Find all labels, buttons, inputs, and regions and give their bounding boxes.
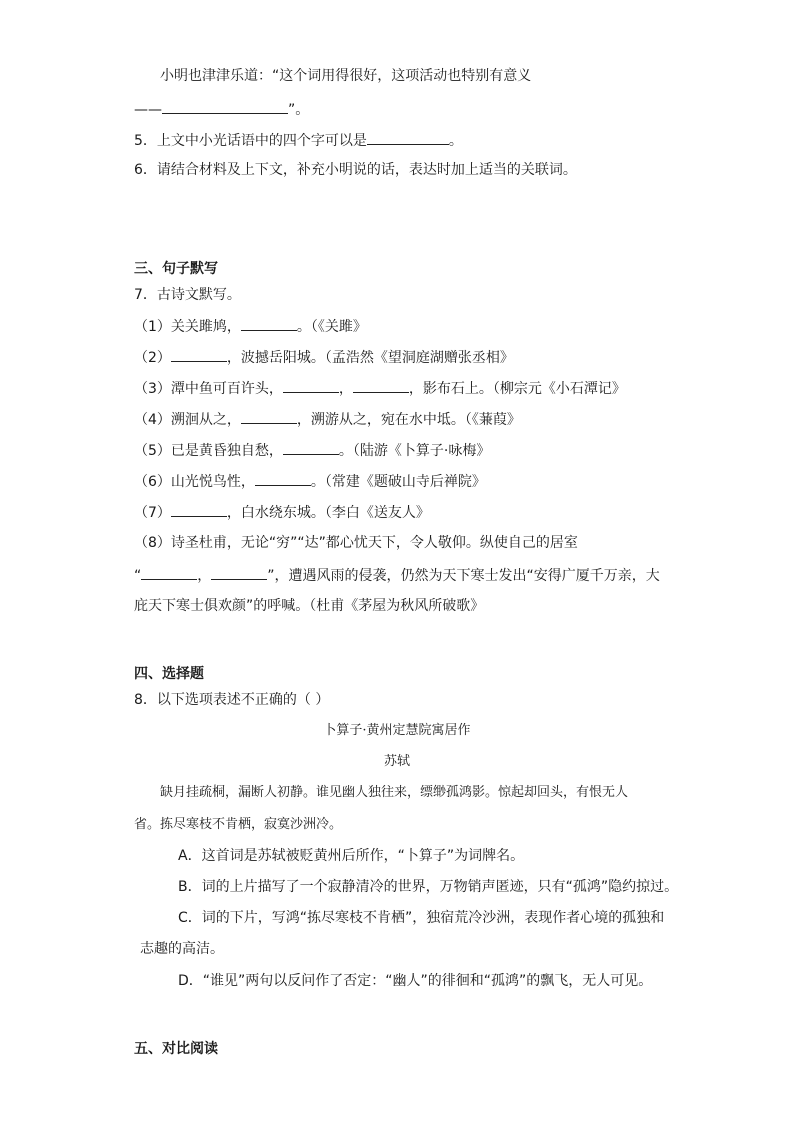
quote-close: ”。 (288, 102, 310, 118)
item-text: （6）山光悦鸟性， (134, 474, 255, 490)
option-d[interactable]: D．“谁见”两句以反问作了否定：“幽人”的徘徊和“孤鸿”的飘飞，无人可见。 (178, 973, 653, 989)
answer-blank[interactable] (367, 130, 449, 145)
question-8: 8．以下选项表述不正确的（ ） (134, 692, 330, 708)
section-4-heading: 四、选择题 (134, 666, 204, 682)
answer-blank[interactable] (255, 471, 311, 486)
item-text: （4）溯洄从之， (134, 412, 241, 428)
recitation-item-6 (134, 471, 486, 492)
item-text: ”，遭遇风雨的侵袭，仍然为天下寒士发出“安得广厦千万亲，大 (267, 568, 660, 584)
xiaoming-line-1: 小明也津津乐道：“这个词用得很好，这项活动也特别有意义 (160, 68, 532, 84)
dash-prefix: —— (134, 102, 162, 118)
section-5-heading: 五、对比阅读 (134, 1041, 218, 1057)
answer-blank[interactable] (353, 378, 409, 393)
item-text: 。（常建《题破山寺后禅院》 (310, 474, 486, 490)
item-text: 。（《关雎》 (296, 319, 367, 335)
question-5-suffix: 。 (448, 133, 463, 149)
recitation-item-4 (134, 409, 521, 430)
item-text: 。（陆游《卜算子·咏梅》 (338, 443, 491, 459)
recitation-item-7 (134, 502, 430, 523)
answer-blank[interactable] (283, 440, 339, 455)
item-text: ，溯游从之，宛在水中坻。（《蒹葭》 (296, 412, 521, 428)
recitation-item-3 (134, 378, 626, 399)
poem-title: 卜算子·黄州定慧院寓居作 (323, 723, 471, 738)
item-text: （5）已是黄昏独自愁， (134, 443, 283, 459)
recitation-item-5 (134, 440, 490, 461)
answer-blank[interactable] (241, 409, 297, 424)
recitation-item-8-line-2 (134, 565, 660, 586)
section-3-heading: 三、句子默写 (134, 261, 218, 277)
recitation-item-2 (134, 347, 514, 368)
option-c-line-2[interactable]: 志趣的高洁。 (140, 941, 224, 957)
question-6: 6．请结合材料及上下文，补充小明说的话，表达时加上适当的关联词。 (134, 162, 577, 178)
item-text: （1）关关雎鸠， (134, 319, 241, 335)
item-text: ， (197, 568, 212, 584)
question-5 (134, 130, 463, 151)
item-text: （7） (134, 505, 171, 521)
option-c-line-1[interactable]: C．词的下片，写鸿“拣尽寒枝不肯栖”，独宿荒冷沙洲，表现作者心境的孤独和 (178, 910, 665, 926)
item-text: ，影布石上。（柳宗元《小石潭记》 (408, 381, 626, 397)
answer-blank[interactable] (162, 99, 288, 114)
answer-blank[interactable] (141, 565, 197, 580)
option-a[interactable]: A．这首词是苏轼被贬黄州后所作，“卜算子”为词牌名。 (178, 848, 525, 864)
poem-line-2: 省。拣尽寒枝不肯栖，寂寞沙洲冷。 (134, 817, 343, 832)
item-text: ，波撼岳阳城。（孟浩然《望洞庭湖赠张丞相》 (226, 350, 514, 366)
xiaoming-line-2 (134, 99, 309, 120)
item-text: （3）潭中鱼可百许头， (134, 381, 283, 397)
recitation-item-8-line-3: 庇天下寒士俱欢颜”的呼喊。（杜甫《茅屋为秋风所破歌》 (134, 598, 485, 614)
recitation-item-8-line-1: （8）诗圣杜甫，无论“穷”“达”都心忧天下，令人敬仰。纵使自己的居室 (134, 535, 578, 551)
item-text: “ (134, 568, 142, 584)
poem-line-1: 缺月挂疏桐，漏断人初静。谁见幽人独往来，缥缈孤鸿影。惊起却回头，有恨无人 (160, 785, 629, 800)
question-7: 7．古诗文默写。 (134, 287, 241, 303)
answer-blank[interactable] (171, 347, 227, 362)
answer-blank[interactable] (283, 378, 339, 393)
answer-blank[interactable] (241, 316, 297, 331)
option-b[interactable]: B．词的上片描写了一个寂静清冷的世界，万物销声匿迹，只有“孤鸿”隐约掠过。 (178, 879, 679, 895)
recitation-item-1 (134, 316, 367, 337)
item-text: ，白水绕东城。（李白《送友人》 (226, 505, 430, 521)
item-text: （2） (134, 350, 171, 366)
poem-author: 苏轼 (383, 754, 410, 769)
item-text: ， (338, 381, 353, 397)
answer-blank[interactable] (171, 502, 227, 517)
answer-blank[interactable] (211, 565, 267, 580)
question-5-text: 5．上文中小光话语中的四个字可以是 (134, 133, 367, 149)
